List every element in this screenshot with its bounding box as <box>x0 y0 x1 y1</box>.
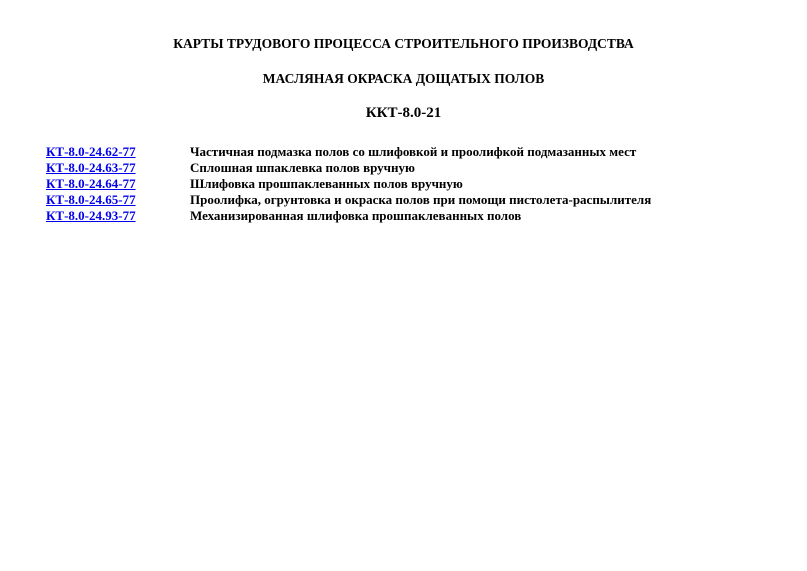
list-item <box>46 144 651 160</box>
list-item <box>46 176 651 192</box>
card-description: Проолифка, огрунтовка и окраска полов при помощи пистолета-распылителя <box>190 192 652 207</box>
card-link[interactable]: КТ-8.0-24.64-77 <box>46 176 136 191</box>
document-subtitle: МАСЛЯНАЯ ОКРАСКА ДОЩАТЫХ ПОЛОВ <box>262 71 545 86</box>
card-link[interactable]: КТ-8.0-24.63-77 <box>46 160 136 175</box>
card-link[interactable]: КТ-8.0-24.93-77 <box>46 208 136 223</box>
card-description: Сплошная шпаклевка полов вручную <box>190 160 415 175</box>
card-link[interactable]: КТ-8.0-24.62-77 <box>46 144 136 159</box>
list-item <box>46 208 651 224</box>
document-title: КАРТЫ ТРУДОВОГО ПРОЦЕССА СТРОИТЕЛЬНОГО ПРОИЗВОДСТВА <box>173 36 634 51</box>
card-list <box>46 144 651 224</box>
list-item <box>46 160 651 176</box>
card-description: Механизированная шлифовка прошпаклеванных полов <box>190 208 522 223</box>
card-link[interactable]: КТ-8.0-24.65-77 <box>46 192 136 207</box>
list-item <box>46 192 651 208</box>
document-code: ККТ-8.0-21 <box>365 105 442 121</box>
card-description: Частичная подмазка полов со шлифовкой и проолифкой подмазанных мест <box>190 144 637 159</box>
card-description: Шлифовка прошпаклеванных полов вручную <box>190 176 463 191</box>
